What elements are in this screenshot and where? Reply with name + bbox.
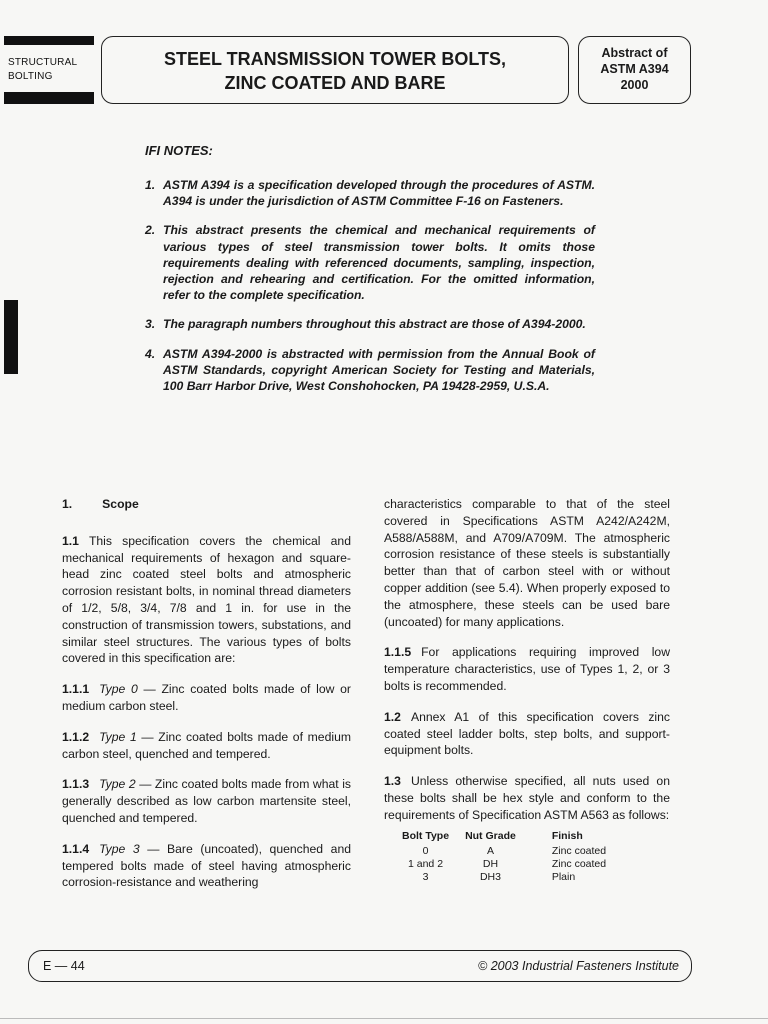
table-row [402, 871, 622, 884]
paragraph-1-1-2 [62, 729, 351, 763]
note-item [145, 346, 595, 395]
note-text: The paragraph numbers throughout this abstract are those of A394-2000. [163, 317, 586, 332]
bolt-type-label: Type 0 [99, 682, 138, 697]
paragraph-text: — Zinc coated bolts made of low or medium carbon steel. [62, 682, 351, 713]
table-cell: Zinc coated [551, 844, 607, 857]
margin-marker [4, 300, 18, 374]
abstract-badge [578, 36, 691, 104]
page-number: E — 44 [43, 959, 85, 973]
note-number: 2. [145, 223, 156, 238]
table-cell: 3 [422, 870, 429, 883]
section-number: 1. [62, 497, 73, 511]
paragraph-text: — Zinc coated bolts made of medium carbon steel, quenched and tempered. [62, 729, 351, 761]
table-header-row [402, 830, 622, 845]
table-cell: DH3 [479, 870, 501, 883]
paragraph-text: — Bare (uncoated), quenched and tempered bolts made of steel having atmospheric corrosion-resistance and weathering [62, 841, 351, 890]
table-row [402, 858, 622, 871]
note-text: ASTM A394 is a specification developed through the procedures of ASTM. A394 is under the jurisdiction of ASTM Committee F-16 on Fasteners. [163, 178, 595, 209]
page-footer [28, 950, 692, 982]
abstract-line-2: ASTM A394 [600, 62, 669, 76]
paragraph-1-1-4 [62, 841, 351, 891]
paragraph-text: Annex A1 of this specification covers zinc coated steel ladder bolts, step bolts, and support-equipment bolts. [384, 709, 670, 758]
paragraph-text: For applications requiring improved low temperature characteristics, use of Types 1, 2, or 3 bolts is recommended. [384, 645, 670, 693]
section-title: Scope [102, 497, 139, 511]
copyright-notice: © 2003 Industrial Fasteners Institute [478, 959, 679, 973]
nut-grade-table [402, 830, 622, 884]
category-label [8, 56, 77, 84]
table-cell: 0 [422, 844, 429, 857]
note-item [145, 222, 595, 303]
title-line-2: ZINC COATED AND BARE [224, 73, 446, 93]
paragraph-1-1 [62, 533, 351, 667]
table-cell: DH [482, 857, 499, 870]
paragraph-1-1-5 [384, 644, 670, 694]
paragraph-text: This specification covers the chemical and mechanical requirements of hexagon and square-head zinc coated steel bolts and atmospheric corrosion resistant bolts, in nominal thread diameters of 1/2, 5/8, 3/4, 7/8 and 1 in. for use in the construction of transmission towers, substations, and similar steel structures. The various types of bolts covered in this specification are: [62, 533, 351, 666]
paragraph-1-1-4-continued: characteristics comparable to that of the steel covered in Specifications ASTM A242/A242M, A588/A588M, and A709/A709M. The atmospheric corrosion resistance of these steels is substantially better than that of carbon steel with or without copper addition (see 5.4). When properly exposed to the atmosphere, these steels can be used bare (uncoated) for many applications. [384, 497, 670, 629]
paragraph-number: 1.1.2 [62, 729, 90, 744]
paragraph-number: 1.1 [62, 533, 79, 548]
bolt-type-label: Type 1 [99, 729, 137, 744]
paragraph-number: 1.1.3 [62, 777, 90, 792]
paragraph-1-3 [384, 773, 670, 823]
paragraph-text: Unless otherwise specified, all nuts used on these bolts shall be hex style and conform to the requirements of Specification ASTM A563 as follows: [384, 774, 670, 822]
table-cell: 1 and 2 [408, 857, 444, 870]
paragraph-number: 1.3 [384, 774, 401, 789]
bolt-type-label: Type 2 [99, 777, 136, 792]
category-line-2: BOLTING [8, 71, 53, 82]
note-item [145, 177, 595, 209]
note-number: 4. [145, 346, 156, 361]
table-cell: Plain [551, 870, 576, 883]
paragraph-1-1-1 [62, 681, 351, 715]
category-bar-bottom [4, 92, 94, 104]
right-column [384, 496, 670, 884]
note-text: ASTM A394-2000 is abstracted with permission from the Annual Book of ASTM Standards, copyright American Society for Testing and Materials, 100 Barr Harbor Drive, West Conshohocken, PA 19428-2959, U.S.A. [163, 346, 595, 394]
notes-heading: IFI NOTES: [145, 143, 213, 158]
category-bar-top [4, 36, 94, 45]
paragraph-text: — Zinc coated bolts made from what is generally described as low carbon martensite steel, quenched and tempered. [62, 777, 352, 825]
table-cell: Zinc coated [551, 857, 607, 870]
paragraph-number: 1.2 [384, 709, 401, 724]
note-number: 1. [145, 178, 156, 192]
note-item [145, 316, 595, 332]
paragraph-number: 1.1.4 [62, 841, 90, 856]
table-row [402, 845, 622, 858]
section-heading [62, 496, 351, 513]
paragraph-1-1-3 [62, 776, 351, 826]
notes-list [145, 177, 595, 407]
paragraph-1-2 [384, 709, 670, 759]
note-number: 3. [145, 317, 156, 332]
bottom-rule [0, 1018, 768, 1019]
category-line-1: STRUCTURAL [8, 57, 78, 68]
abstract-line-3: 2000 [620, 78, 649, 92]
column-header-bolt-type: Bolt Type [402, 829, 450, 842]
left-column [62, 496, 351, 905]
bolt-type-label: Type 3 [99, 841, 140, 856]
column-header-finish: Finish [551, 829, 583, 842]
paragraph-number: 1.1.1 [62, 682, 90, 697]
table-cell: A [486, 844, 494, 857]
title-line-1: STEEL TRANSMISSION TOWER BOLTS, [163, 49, 507, 69]
abstract-line-1: Abstract of [601, 46, 668, 60]
paragraph-number: 1.1.5 [384, 645, 412, 660]
column-header-nut-grade: Nut Grade [465, 829, 516, 842]
document-title [101, 36, 569, 104]
note-text: This abstract presents the chemical and mechanical requirements of various types of steel transmission tower bolts. It omits those requirements dealing with referenced documents, sampling, inspection, rejection and rehearing and certification. For the omitted information, refer to the complete specification. [163, 223, 595, 303]
